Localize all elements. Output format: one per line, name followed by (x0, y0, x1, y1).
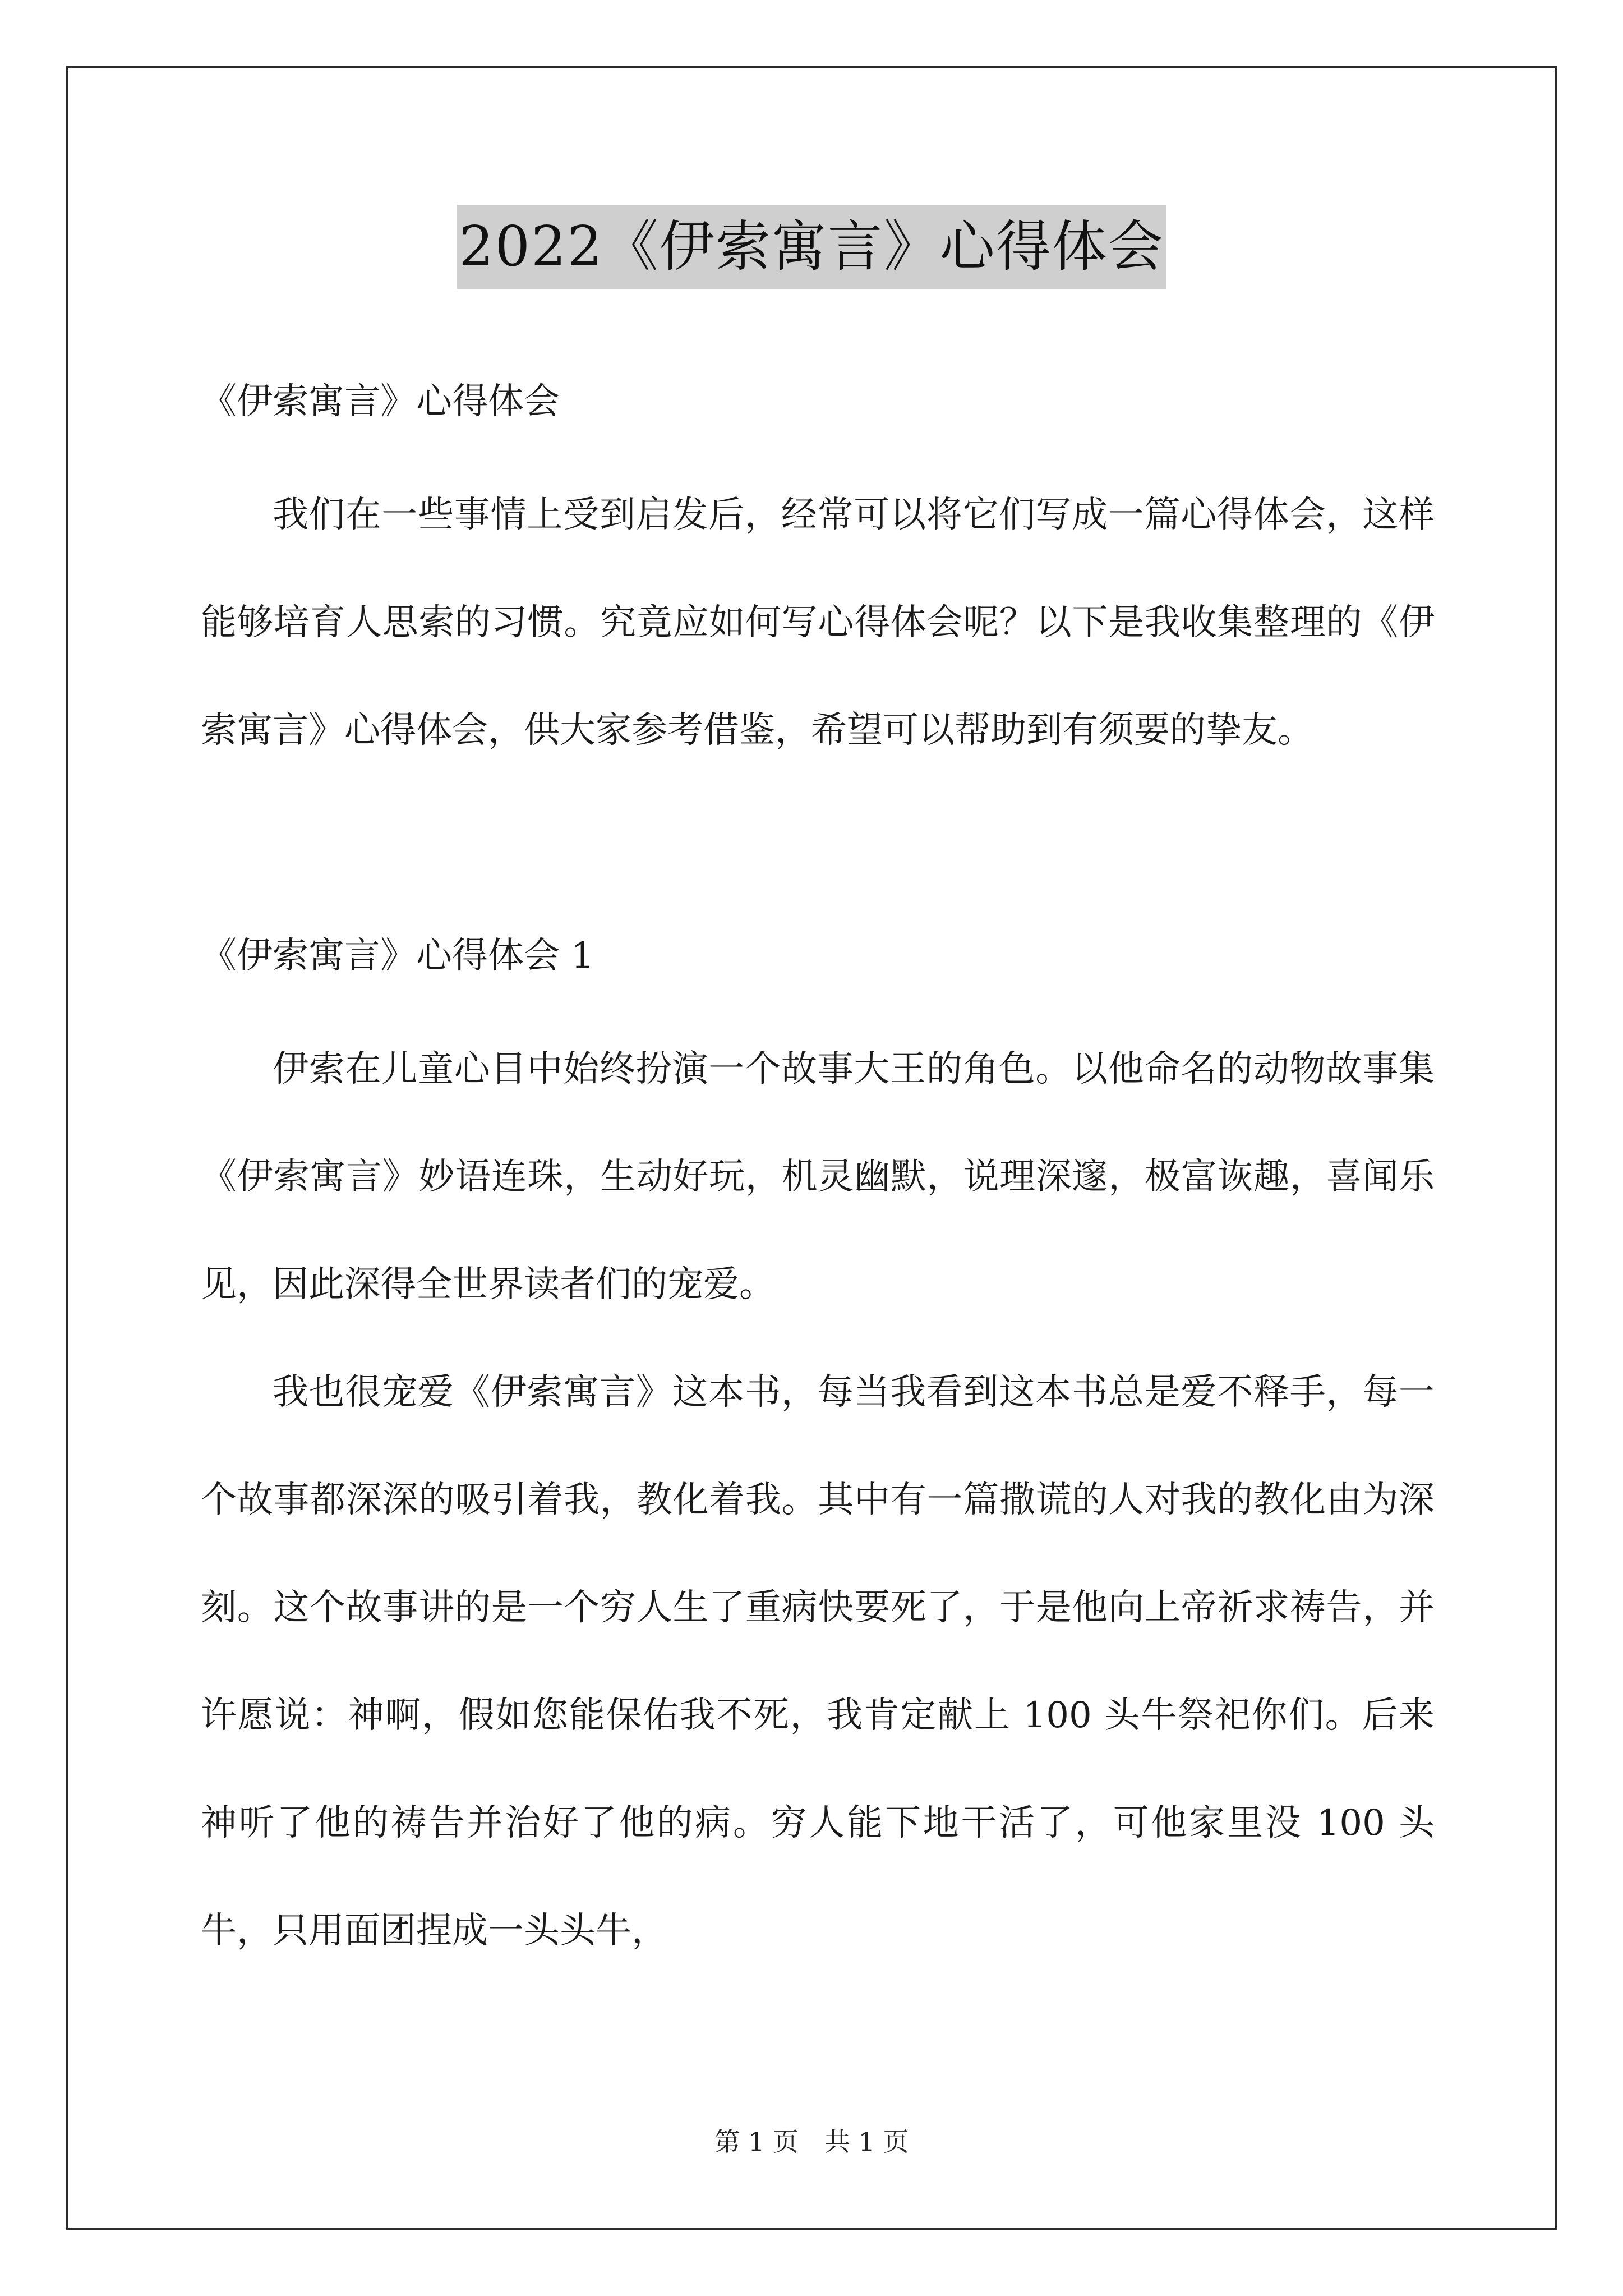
document-title: 2022《伊索寓言》心得体会 (457, 205, 1166, 289)
spacer (201, 1010, 1435, 1015)
spacer (201, 784, 1435, 902)
document-body (201, 348, 1435, 1985)
title-container (0, 205, 1623, 289)
body-paragraph-1: 伊索在儿童心目中始终扮演一个故事大王的角色。以他命名的动物故事集《伊索寓言》妙语连珠，生动好玩，机灵幽默，说理深邃，极富诙趣，喜闻乐见，因此深得全世界读者们的宠爱。 (201, 1048, 1435, 1305)
intro-paragraph: 我们在一些事情上受到启发后，经常可以将它们写成一篇心得体会，这样能够培育人思索的习惯。究竟应如何写心得体会呢？以下是我收集整理的《伊索寓言》心得体会，供大家参考借鉴，希望可以帮助到有须要的挚友。 (201, 494, 1435, 751)
body-paragraph-2: 我也很宠爱《伊索寓言》这本书，每当我看到这本书总是爱不释手，每一个故事都深深的吸引着我，教化着我。其中有一篇撒谎的人对我的教化由为深刻。这个故事讲的是一个穷人生了重病快要死了，于是他向上帝祈求祷告，并许愿说：神啊，假如您能保佑我不死，我肯定献上 100 头牛祭祀你们。后来神听了他的祷告并治好了他的病。穷人能下地干活了，可他家里没 100 头牛，只用面团捏成一头头牛， (201, 1372, 1435, 1952)
spacer (201, 455, 1435, 461)
section-heading-intro: 《伊索寓言》心得体会 (201, 381, 560, 422)
page-footer: 第 1 页 共 1 页 (714, 2127, 909, 2157)
section-heading-1: 《伊索寓言》心得体会 1 (201, 935, 594, 977)
